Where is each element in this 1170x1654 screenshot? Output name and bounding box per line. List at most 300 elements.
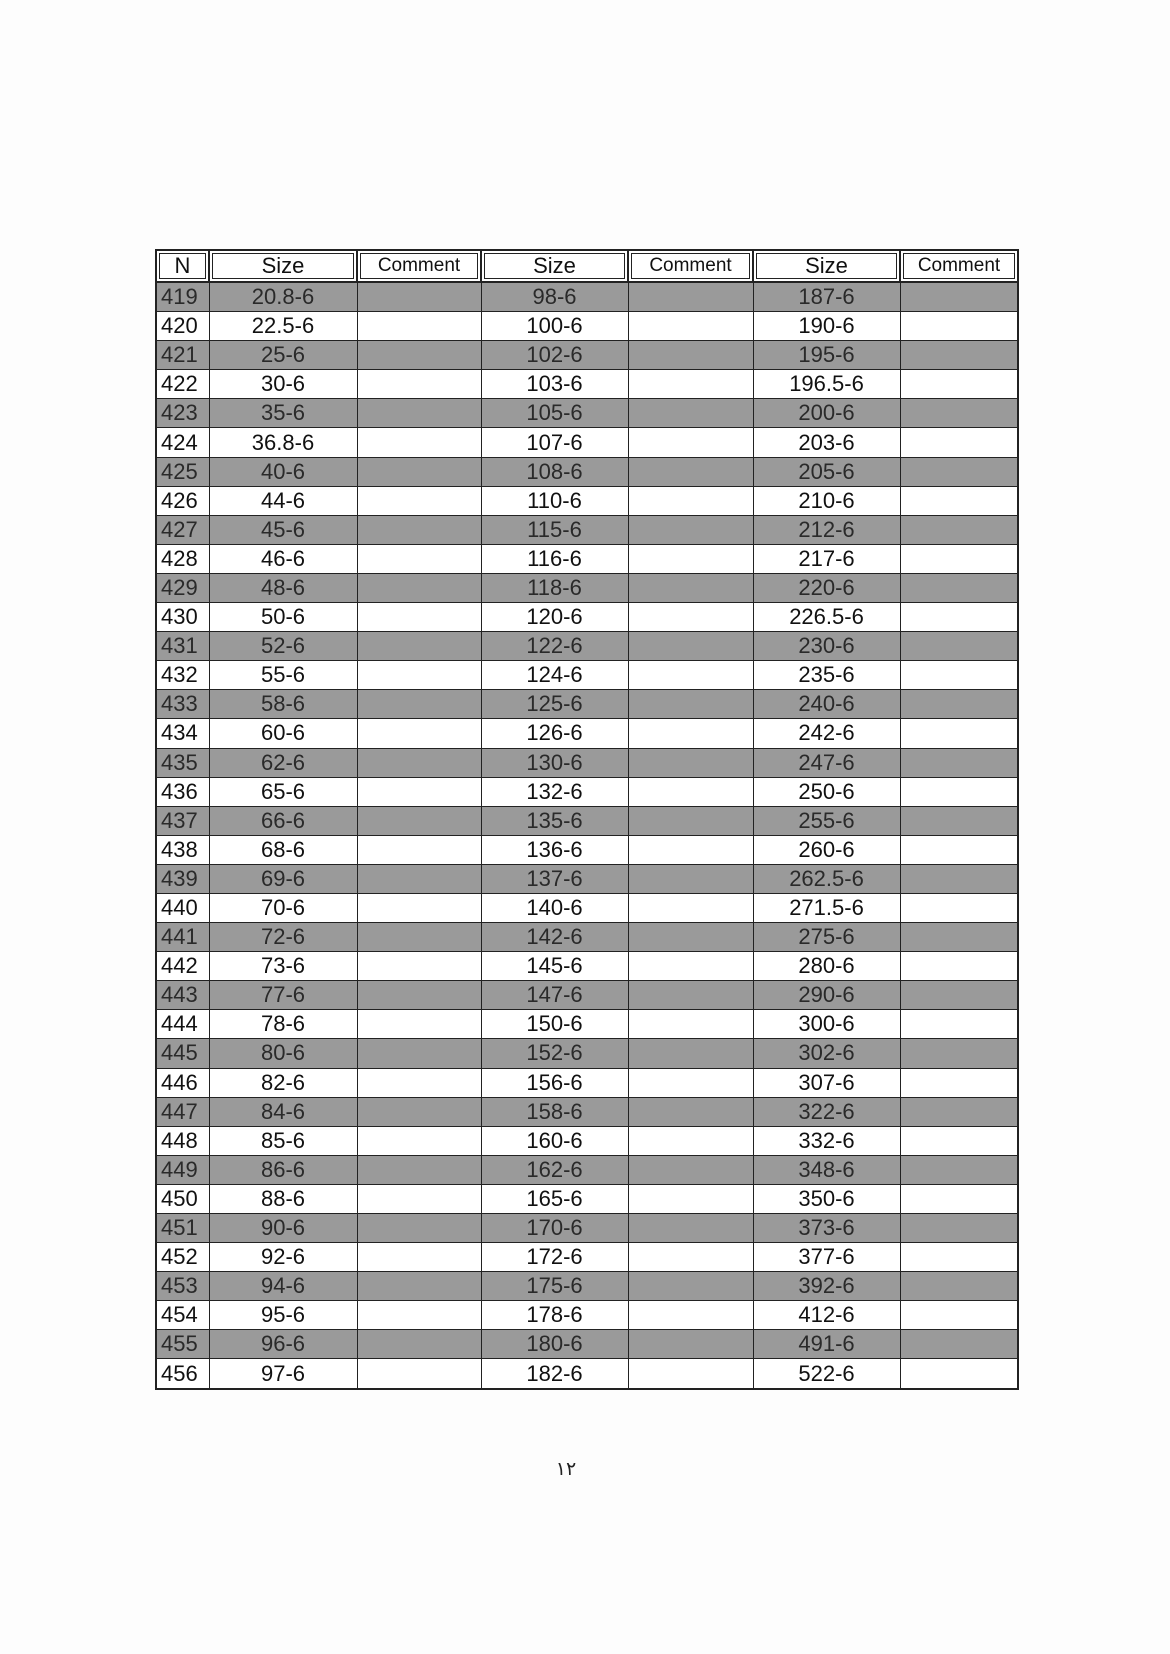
size-cell-1: 96-6 — [209, 1330, 357, 1359]
comment-cell-1 — [357, 515, 481, 544]
size-cell-1: 88-6 — [209, 1184, 357, 1213]
row-number-cell: 456 — [156, 1359, 209, 1389]
comment-cell-2 — [628, 1010, 753, 1039]
table-row — [156, 835, 1018, 864]
size-cell-1: 36.8-6 — [209, 428, 357, 457]
comment-cell-2 — [628, 370, 753, 399]
page-number: ١٢ — [555, 1459, 577, 1480]
size-cell-2: 124-6 — [481, 661, 628, 690]
table-row — [156, 981, 1018, 1010]
row-number-cell: 444 — [156, 1010, 209, 1039]
row-number-cell: 448 — [156, 1126, 209, 1155]
comment-cell-3 — [900, 428, 1018, 457]
table-row — [156, 1243, 1018, 1272]
size-cell-2: 160-6 — [481, 1126, 628, 1155]
row-number-cell: 437 — [156, 806, 209, 835]
row-number-cell: 427 — [156, 515, 209, 544]
size-cell-2: 150-6 — [481, 1010, 628, 1039]
comment-cell-1 — [357, 864, 481, 893]
size-cell-2: 118-6 — [481, 573, 628, 602]
comment-cell-2 — [628, 1155, 753, 1184]
comment-cell-1 — [357, 1068, 481, 1097]
size-cell-2: 158-6 — [481, 1097, 628, 1126]
comment-cell-3 — [900, 661, 1018, 690]
comment-cell-1 — [357, 1126, 481, 1155]
row-number-cell: 451 — [156, 1214, 209, 1243]
size-cell-1: 40-6 — [209, 457, 357, 486]
size-cell-1: 66-6 — [209, 806, 357, 835]
comment-cell-1 — [357, 428, 481, 457]
comment-cell-2 — [628, 1330, 753, 1359]
size-cell-2: 115-6 — [481, 515, 628, 544]
comment-cell-3 — [900, 1214, 1018, 1243]
comment-cell-3 — [900, 1126, 1018, 1155]
row-number-cell: 445 — [156, 1039, 209, 1068]
comment-cell-3 — [900, 282, 1018, 312]
size-cell-1: 82-6 — [209, 1068, 357, 1097]
comment-cell-2 — [628, 573, 753, 602]
size-cell-2: 142-6 — [481, 923, 628, 952]
size-cell-3: 271.5-6 — [753, 893, 900, 922]
comment-cell-3 — [900, 893, 1018, 922]
size-cell-1: 62-6 — [209, 748, 357, 777]
comment-cell-2 — [628, 748, 753, 777]
size-cell-1: 20.8-6 — [209, 282, 357, 312]
size-cell-3: 217-6 — [753, 544, 900, 573]
header-size-3: Size — [753, 250, 900, 282]
comment-cell-1 — [357, 341, 481, 370]
size-cell-3: 220-6 — [753, 573, 900, 602]
comment-cell-2 — [628, 923, 753, 952]
table-row — [156, 1010, 1018, 1039]
row-number-cell: 452 — [156, 1243, 209, 1272]
size-cell-2: 136-6 — [481, 835, 628, 864]
row-number-cell: 439 — [156, 864, 209, 893]
row-number-cell: 436 — [156, 777, 209, 806]
size-cell-3: 260-6 — [753, 835, 900, 864]
size-cell-1: 94-6 — [209, 1272, 357, 1301]
row-number-cell: 454 — [156, 1301, 209, 1330]
comment-cell-3 — [900, 1359, 1018, 1389]
comment-cell-2 — [628, 1272, 753, 1301]
comment-cell-2 — [628, 893, 753, 922]
comment-cell-3 — [900, 632, 1018, 661]
size-cell-2: 122-6 — [481, 632, 628, 661]
row-number-cell: 426 — [156, 486, 209, 515]
comment-cell-1 — [357, 1359, 481, 1389]
table-row — [156, 923, 1018, 952]
table-row — [156, 952, 1018, 981]
table-body — [156, 282, 1018, 1389]
size-cell-2: 172-6 — [481, 1243, 628, 1272]
size-cell-1: 78-6 — [209, 1010, 357, 1039]
comment-cell-3 — [900, 370, 1018, 399]
comment-cell-2 — [628, 952, 753, 981]
comment-cell-2 — [628, 457, 753, 486]
size-cell-2: 182-6 — [481, 1359, 628, 1389]
comment-cell-3 — [900, 1068, 1018, 1097]
size-cell-3: 275-6 — [753, 923, 900, 952]
table-row — [156, 1330, 1018, 1359]
row-number-cell: 419 — [156, 282, 209, 312]
size-cell-3: 203-6 — [753, 428, 900, 457]
comment-cell-2 — [628, 544, 753, 573]
size-cell-3: 332-6 — [753, 1126, 900, 1155]
size-cell-1: 44-6 — [209, 486, 357, 515]
table-row — [156, 661, 1018, 690]
comment-cell-3 — [900, 515, 1018, 544]
comment-cell-3 — [900, 1330, 1018, 1359]
comment-cell-1 — [357, 1214, 481, 1243]
comment-cell-2 — [628, 981, 753, 1010]
size-cell-3: 195-6 — [753, 341, 900, 370]
comment-cell-3 — [900, 835, 1018, 864]
header-size-2: Size — [481, 250, 628, 282]
size-cell-3: 522-6 — [753, 1359, 900, 1389]
comment-cell-2 — [628, 282, 753, 312]
table-row — [156, 1184, 1018, 1213]
table-row — [156, 1272, 1018, 1301]
comment-cell-3 — [900, 573, 1018, 602]
comment-cell-3 — [900, 457, 1018, 486]
size-cell-1: 97-6 — [209, 1359, 357, 1389]
table-row — [156, 748, 1018, 777]
size-cell-3: 280-6 — [753, 952, 900, 981]
table-row — [156, 777, 1018, 806]
row-number-cell: 428 — [156, 544, 209, 573]
comment-cell-3 — [900, 806, 1018, 835]
size-cell-3: 307-6 — [753, 1068, 900, 1097]
comment-cell-1 — [357, 835, 481, 864]
row-number-cell: 455 — [156, 1330, 209, 1359]
comment-cell-1 — [357, 399, 481, 428]
comment-cell-1 — [357, 573, 481, 602]
size-cell-1: 73-6 — [209, 952, 357, 981]
comment-cell-1 — [357, 1010, 481, 1039]
comment-cell-3 — [900, 399, 1018, 428]
table-row — [156, 806, 1018, 835]
table-row — [156, 1214, 1018, 1243]
comment-cell-1 — [357, 1039, 481, 1068]
comment-cell-2 — [628, 1126, 753, 1155]
comment-cell-3 — [900, 748, 1018, 777]
size-cell-1: 95-6 — [209, 1301, 357, 1330]
comment-cell-2 — [628, 661, 753, 690]
comment-cell-1 — [357, 1272, 481, 1301]
table-row — [156, 515, 1018, 544]
comment-cell-3 — [900, 1184, 1018, 1213]
size-cell-1: 72-6 — [209, 923, 357, 952]
comment-cell-3 — [900, 341, 1018, 370]
table-row — [156, 1097, 1018, 1126]
size-cell-3: 377-6 — [753, 1243, 900, 1272]
comment-cell-3 — [900, 1097, 1018, 1126]
table-row — [156, 1359, 1018, 1389]
size-cell-2: 140-6 — [481, 893, 628, 922]
comment-cell-1 — [357, 457, 481, 486]
size-cell-1: 35-6 — [209, 399, 357, 428]
size-table — [155, 249, 1019, 1390]
table-row — [156, 544, 1018, 573]
row-number-cell: 425 — [156, 457, 209, 486]
comment-cell-1 — [357, 748, 481, 777]
row-number-cell: 446 — [156, 1068, 209, 1097]
size-cell-1: 46-6 — [209, 544, 357, 573]
comment-cell-2 — [628, 690, 753, 719]
comment-cell-1 — [357, 1184, 481, 1213]
comment-cell-1 — [357, 632, 481, 661]
size-cell-3: 392-6 — [753, 1272, 900, 1301]
size-cell-2: 126-6 — [481, 719, 628, 748]
comment-cell-1 — [357, 923, 481, 952]
comment-cell-3 — [900, 544, 1018, 573]
header-row — [156, 250, 1018, 282]
size-cell-1: 22.5-6 — [209, 312, 357, 341]
size-cell-3: 230-6 — [753, 632, 900, 661]
size-cell-3: 302-6 — [753, 1039, 900, 1068]
comment-cell-1 — [357, 312, 481, 341]
table-header — [156, 250, 1018, 282]
comment-cell-1 — [357, 777, 481, 806]
comment-cell-1 — [357, 893, 481, 922]
comment-cell-1 — [357, 719, 481, 748]
size-cell-1: 86-6 — [209, 1155, 357, 1184]
size-cell-3: 205-6 — [753, 457, 900, 486]
table-row — [156, 1155, 1018, 1184]
comment-cell-1 — [357, 661, 481, 690]
table-row — [156, 573, 1018, 602]
header-n: N — [156, 250, 209, 282]
size-cell-2: 145-6 — [481, 952, 628, 981]
size-cell-2: 175-6 — [481, 1272, 628, 1301]
comment-cell-2 — [628, 603, 753, 632]
comment-cell-2 — [628, 632, 753, 661]
size-cell-2: 102-6 — [481, 341, 628, 370]
size-cell-1: 65-6 — [209, 777, 357, 806]
size-cell-3: 373-6 — [753, 1214, 900, 1243]
size-cell-2: 178-6 — [481, 1301, 628, 1330]
comment-cell-2 — [628, 428, 753, 457]
size-cell-1: 85-6 — [209, 1126, 357, 1155]
table-row — [156, 1301, 1018, 1330]
row-number-cell: 440 — [156, 893, 209, 922]
size-cell-1: 25-6 — [209, 341, 357, 370]
size-cell-2: 180-6 — [481, 1330, 628, 1359]
comment-cell-2 — [628, 1184, 753, 1213]
table-row — [156, 1126, 1018, 1155]
size-cell-2: 162-6 — [481, 1155, 628, 1184]
size-cell-2: 170-6 — [481, 1214, 628, 1243]
row-number-cell: 422 — [156, 370, 209, 399]
comment-cell-1 — [357, 1155, 481, 1184]
size-cell-3: 200-6 — [753, 399, 900, 428]
comment-cell-3 — [900, 486, 1018, 515]
size-cell-2: 108-6 — [481, 457, 628, 486]
comment-cell-3 — [900, 952, 1018, 981]
comment-cell-3 — [900, 603, 1018, 632]
comment-cell-3 — [900, 312, 1018, 341]
comment-cell-2 — [628, 312, 753, 341]
size-cell-2: 107-6 — [481, 428, 628, 457]
table-row — [156, 457, 1018, 486]
table-row — [156, 632, 1018, 661]
size-cell-2: 135-6 — [481, 806, 628, 835]
comment-cell-2 — [628, 515, 753, 544]
comment-cell-1 — [357, 1301, 481, 1330]
table-row — [156, 312, 1018, 341]
comment-cell-1 — [357, 282, 481, 312]
size-cell-2: 116-6 — [481, 544, 628, 573]
comment-cell-2 — [628, 777, 753, 806]
row-number-cell: 443 — [156, 981, 209, 1010]
size-cell-1: 55-6 — [209, 661, 357, 690]
comment-cell-1 — [357, 544, 481, 573]
row-number-cell: 447 — [156, 1097, 209, 1126]
size-cell-1: 45-6 — [209, 515, 357, 544]
size-cell-2: 120-6 — [481, 603, 628, 632]
comment-cell-2 — [628, 486, 753, 515]
comment-cell-3 — [900, 1155, 1018, 1184]
size-cell-3: 300-6 — [753, 1010, 900, 1039]
size-cell-1: 50-6 — [209, 603, 357, 632]
size-cell-3: 262.5-6 — [753, 864, 900, 893]
size-cell-1: 69-6 — [209, 864, 357, 893]
size-cell-2: 103-6 — [481, 370, 628, 399]
comment-cell-2 — [628, 399, 753, 428]
header-comment-1: Comment — [357, 250, 481, 282]
comment-cell-2 — [628, 1039, 753, 1068]
comment-cell-1 — [357, 370, 481, 399]
size-cell-2: 137-6 — [481, 864, 628, 893]
row-number-cell: 429 — [156, 573, 209, 602]
row-number-cell: 421 — [156, 341, 209, 370]
comment-cell-2 — [628, 864, 753, 893]
size-cell-2: 152-6 — [481, 1039, 628, 1068]
comment-cell-1 — [357, 690, 481, 719]
comment-cell-2 — [628, 835, 753, 864]
table-row — [156, 893, 1018, 922]
comment-cell-1 — [357, 806, 481, 835]
comment-cell-1 — [357, 603, 481, 632]
size-cell-3: 226.5-6 — [753, 603, 900, 632]
size-cell-2: 100-6 — [481, 312, 628, 341]
comment-cell-1 — [357, 1097, 481, 1126]
size-cell-2: 125-6 — [481, 690, 628, 719]
size-cell-1: 90-6 — [209, 1214, 357, 1243]
comment-cell-1 — [357, 1243, 481, 1272]
comment-cell-3 — [900, 1301, 1018, 1330]
row-number-cell: 441 — [156, 923, 209, 952]
comment-cell-3 — [900, 1010, 1018, 1039]
comment-cell-2 — [628, 1359, 753, 1389]
size-cell-3: 255-6 — [753, 806, 900, 835]
comment-cell-3 — [900, 690, 1018, 719]
size-cell-3: 322-6 — [753, 1097, 900, 1126]
table-row — [156, 486, 1018, 515]
row-number-cell: 434 — [156, 719, 209, 748]
size-cell-1: 30-6 — [209, 370, 357, 399]
row-number-cell: 420 — [156, 312, 209, 341]
comment-cell-3 — [900, 923, 1018, 952]
size-cell-2: 130-6 — [481, 748, 628, 777]
table-row — [156, 864, 1018, 893]
comment-cell-1 — [357, 1330, 481, 1359]
comment-cell-2 — [628, 719, 753, 748]
comment-cell-2 — [628, 1301, 753, 1330]
size-cell-1: 70-6 — [209, 893, 357, 922]
size-cell-1: 68-6 — [209, 835, 357, 864]
size-cell-3: 350-6 — [753, 1184, 900, 1213]
row-number-cell: 435 — [156, 748, 209, 777]
size-cell-1: 80-6 — [209, 1039, 357, 1068]
comment-cell-2 — [628, 1243, 753, 1272]
size-cell-3: 240-6 — [753, 690, 900, 719]
size-cell-3: 250-6 — [753, 777, 900, 806]
size-cell-3: 196.5-6 — [753, 370, 900, 399]
row-number-cell: 449 — [156, 1155, 209, 1184]
size-cell-2: 105-6 — [481, 399, 628, 428]
size-cell-1: 48-6 — [209, 573, 357, 602]
size-cell-3: 242-6 — [753, 719, 900, 748]
size-cell-2: 98-6 — [481, 282, 628, 312]
size-cell-1: 52-6 — [209, 632, 357, 661]
table-row — [156, 603, 1018, 632]
comment-cell-3 — [900, 1243, 1018, 1272]
comment-cell-1 — [357, 981, 481, 1010]
size-cell-2: 165-6 — [481, 1184, 628, 1213]
row-number-cell: 453 — [156, 1272, 209, 1301]
row-number-cell: 438 — [156, 835, 209, 864]
table-row — [156, 1039, 1018, 1068]
size-cell-1: 58-6 — [209, 690, 357, 719]
comment-cell-3 — [900, 1039, 1018, 1068]
table-row — [156, 1068, 1018, 1097]
size-cell-3: 210-6 — [753, 486, 900, 515]
row-number-cell: 432 — [156, 661, 209, 690]
row-number-cell: 442 — [156, 952, 209, 981]
size-cell-3: 187-6 — [753, 282, 900, 312]
size-cell-3: 348-6 — [753, 1155, 900, 1184]
size-cell-1: 84-6 — [209, 1097, 357, 1126]
comment-cell-3 — [900, 719, 1018, 748]
size-cell-3: 190-6 — [753, 312, 900, 341]
comment-cell-3 — [900, 981, 1018, 1010]
row-number-cell: 423 — [156, 399, 209, 428]
row-number-cell: 430 — [156, 603, 209, 632]
header-comment-2: Comment — [628, 250, 753, 282]
row-number-cell: 450 — [156, 1184, 209, 1213]
comment-cell-1 — [357, 486, 481, 515]
size-cell-2: 110-6 — [481, 486, 628, 515]
size-cell-1: 60-6 — [209, 719, 357, 748]
table-row — [156, 341, 1018, 370]
table-row — [156, 719, 1018, 748]
comment-cell-3 — [900, 777, 1018, 806]
comment-cell-3 — [900, 864, 1018, 893]
size-cell-3: 290-6 — [753, 981, 900, 1010]
table-row — [156, 399, 1018, 428]
table-row — [156, 282, 1018, 312]
row-number-cell: 433 — [156, 690, 209, 719]
table-row — [156, 690, 1018, 719]
comment-cell-2 — [628, 341, 753, 370]
comment-cell-2 — [628, 806, 753, 835]
comment-cell-2 — [628, 1097, 753, 1126]
table-row — [156, 370, 1018, 399]
size-cell-2: 132-6 — [481, 777, 628, 806]
comment-cell-2 — [628, 1068, 753, 1097]
comment-cell-3 — [900, 1272, 1018, 1301]
